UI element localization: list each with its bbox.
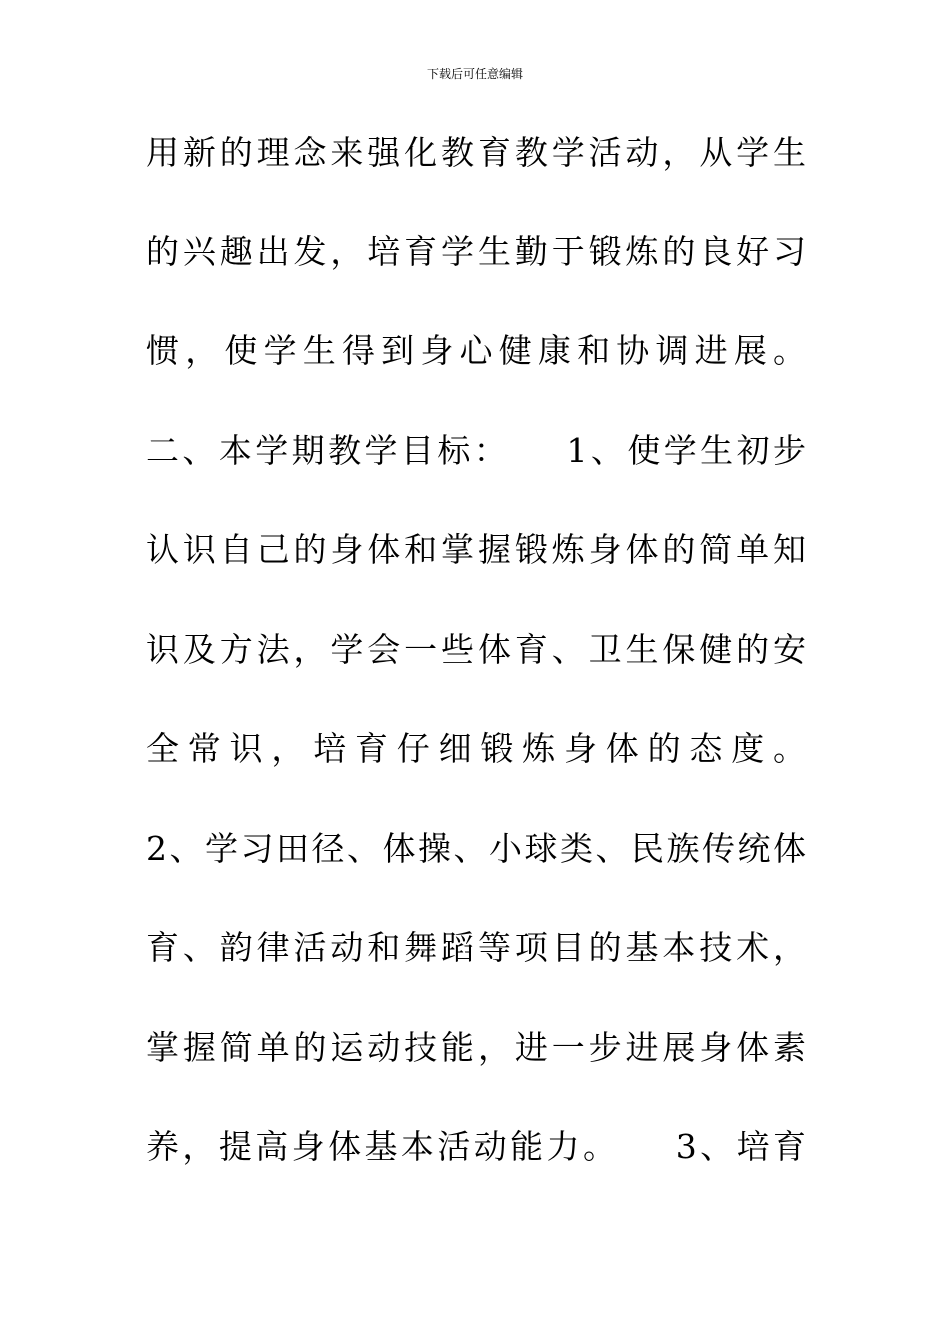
- paragraph-line: 二、本学期教学目标： 1、使学生初步: [146, 431, 806, 470]
- paragraph-line: 认识自己的身体和掌握锻炼身体的简单知: [146, 530, 806, 569]
- paragraph-line: 识及方法，学会一些体育、卫生保健的安: [146, 630, 806, 669]
- page-header: 下载后可任意编辑: [426, 67, 523, 81]
- paragraph-line: 养，提高身体基本活动能力。 3、培育: [146, 1127, 806, 1166]
- paragraph-line: 惯，使学生得到身心健康和协调进展。: [146, 331, 806, 370]
- paragraph-line: 育、韵律活动和舞蹈等项目的基本技术，: [146, 928, 806, 967]
- paragraph-line: 的兴趣出发，培育学生勤于锻炼的良好习: [146, 232, 806, 271]
- paragraph-line: 2、学习田径、体操、小球类、民族传统体: [146, 829, 806, 868]
- paragraph-line: 用新的理念来强化教育教学活动，从学生: [146, 133, 806, 172]
- paragraph-line: 全常识，培育仔细锻炼身体的态度。: [146, 729, 806, 768]
- paragraph-line: 掌握简单的运动技能，进一步进展身体素: [146, 1028, 806, 1067]
